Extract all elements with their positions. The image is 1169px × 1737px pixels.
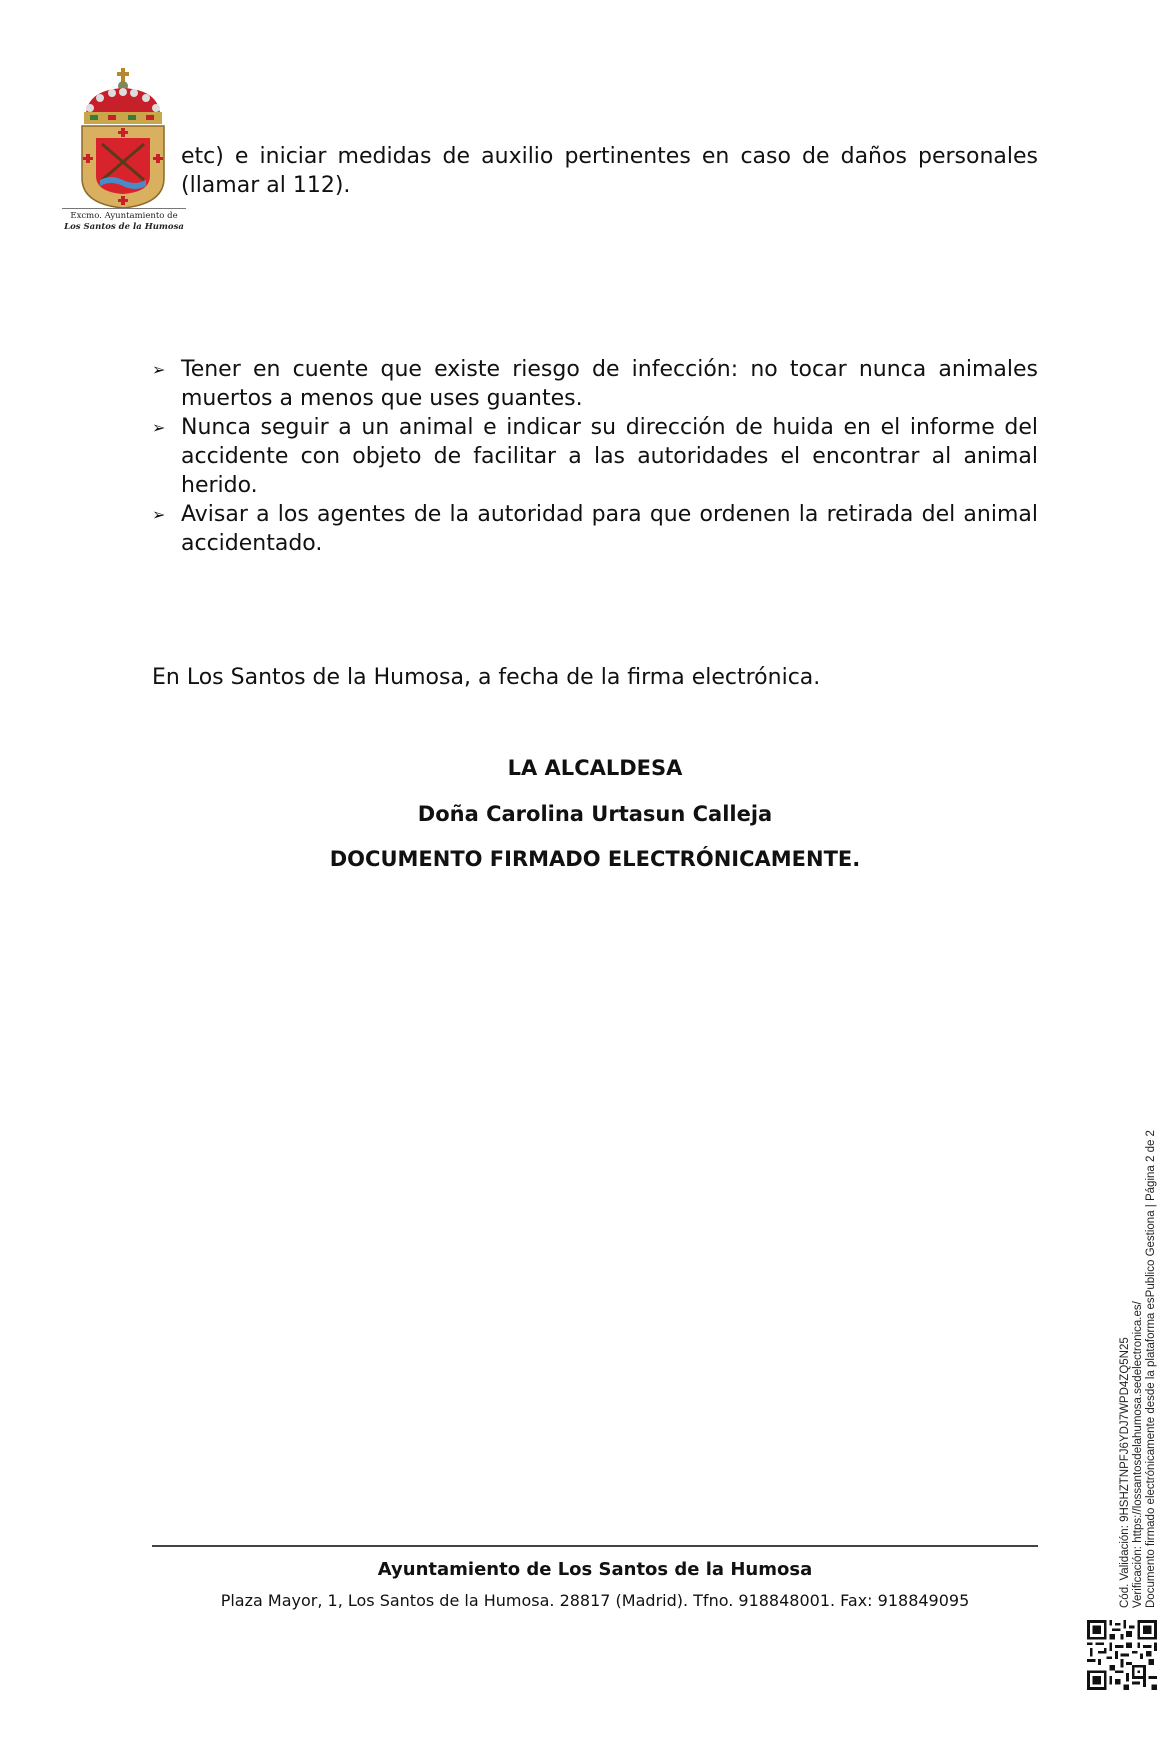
electronic-signature-note: DOCUMENTO FIRMADO ELECTRÓNICAMENTE. <box>329 847 861 871</box>
arrow-bullet-icon: ➢ <box>152 360 166 379</box>
platform-page-info: Documento firmado electrónicamente desde la plataforma esPublico Gestiona | Página 2 de 2 <box>1145 1130 1157 1608</box>
logo-caption-line2: Los Santos de la Humosa <box>64 222 184 232</box>
arrow-bullet-icon: ➢ <box>152 418 166 437</box>
qr-code-icon[interactable] <box>1087 1620 1157 1690</box>
logo-caption <box>62 208 186 233</box>
list-item <box>152 355 1038 413</box>
arrow-bullet-icon: ➢ <box>152 505 166 524</box>
list-item <box>152 413 1038 500</box>
validation-code: Cód. Validación: 9HSHZTNPFJ6YDJ7WPD4ZQ5N25 <box>1119 1337 1131 1608</box>
signatory-role: LA ALCALDESA <box>507 756 683 780</box>
footer-divider <box>152 1545 1038 1547</box>
verification-sidebar <box>1119 1130 1158 1608</box>
signatory-name: Doña Carolina Urtasun Calleja <box>417 802 773 826</box>
verification-url[interactable]: Verificación: https://lossantosdelahumosa.sedelectronica.es/ <box>1132 1301 1144 1608</box>
logo-caption-line1: Excmo. Ayuntamiento de <box>70 211 178 221</box>
place-date-line: En Los Santos de la Humosa, a fecha de la firma electrónica. <box>152 665 821 690</box>
list-item-text: Tener en cuente que existe riesgo de infección: no tocar nunca animales muertos a menos que uses guantes. <box>181 357 1038 411</box>
footer-organization: Ayuntamiento de Los Santos de la Humosa <box>377 1559 813 1580</box>
recommendations-list <box>152 355 1038 558</box>
list-item <box>152 500 1038 558</box>
coat-of-arms-icon <box>68 68 180 208</box>
list-item-text: Avisar a los agentes de la autoridad para que ordenen la retirada del animal accidentado. <box>181 502 1038 556</box>
list-item-text: Nunca seguir a un animal e indicar su dirección de huida en el informe del accidente con objeto de facilitar a las autoridades el encontrar al animal herido. <box>181 415 1038 498</box>
continuation-paragraph: etc) e iniciar medidas de auxilio pertinentes en caso de daños personales (llamar al 112). <box>181 144 1038 198</box>
footer-address: Plaza Mayor, 1, Los Santos de la Humosa. 28817 (Madrid). Tfno. 918848001. Fax: 918849095 <box>220 1591 970 1610</box>
